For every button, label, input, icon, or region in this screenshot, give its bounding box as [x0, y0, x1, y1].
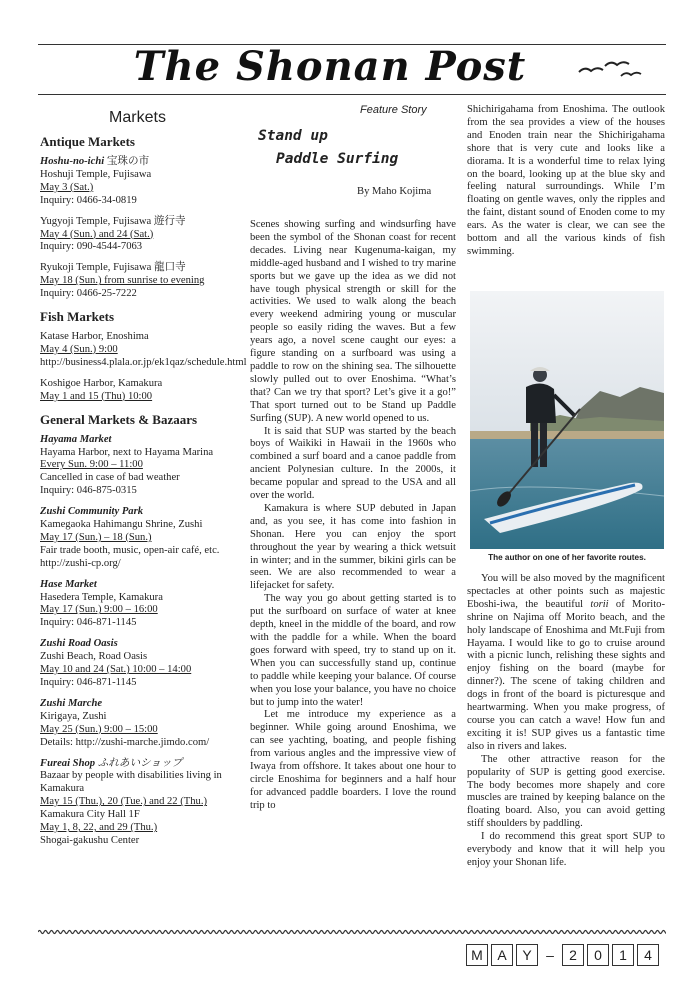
- market-entry: [40, 579, 235, 631]
- market-entry: [40, 216, 235, 255]
- market-entry-line: [40, 579, 235, 592]
- date-char-box: 4: [637, 944, 659, 966]
- date-separator: –: [546, 947, 554, 963]
- story-paragraph: Kamakura is where SUP debuted in Japan and, as you see, it has come into fashion in Shonan. Here you can enjoy the sport throughout the year by wearing a thick wetsuit in winter; and in the summer, bikini girls can be seen. We are also recommended to wear a lifejacket for safety.: [250, 502, 456, 592]
- market-entry: [40, 638, 235, 690]
- market-entry: [40, 378, 235, 404]
- market-entry-line: [40, 698, 235, 711]
- market-entry-line: Koshigoe Harbor, Kamakura: [40, 377, 163, 389]
- market-name-japanese: ふれあいショップ: [95, 757, 183, 769]
- market-entry-line: Inquiry: 0466-25-7222: [40, 288, 137, 300]
- market-entry-line: [40, 758, 235, 771]
- issue-date: [466, 943, 659, 967]
- market-entry: [40, 156, 235, 208]
- market-entry-line: Details: http://zushi-marche.jimdo.com/: [40, 736, 210, 748]
- story-column-right-bottom: [467, 573, 665, 870]
- story-paragraph: Let me introduce my experience as a beginner. While going around Enoshima, we can see yachting, boating, and people fishing from various angles and the impressive view of Iwaya from offshore. It takes about one hour to circle Enoshima for beginners and a half hour for advanced paddle boarders. I love the round trip to: [250, 709, 456, 811]
- byline: By Maho Kojima: [357, 186, 432, 197]
- market-entry-line: [40, 506, 235, 519]
- market-name: Zushi Road Oasis: [40, 638, 118, 650]
- market-entry-line: Kamegaoka Hahimangu Shrine, Zushi: [40, 519, 203, 531]
- market-section-title: Fish Markets: [40, 309, 115, 325]
- market-date: May 15 (Thu.), 20 (Tue.) and 22 (Thu.): [40, 796, 208, 808]
- market-entry: [40, 262, 235, 301]
- market-date: May 4 (Sun.) 9:00: [40, 343, 118, 355]
- story-paragraph: It is said that SUP was started by the beach boys of Waikiki in Hawaii in the 1960s who combined a surf board and a canoe paddle from ancient Polynesian culture. In the 2000s, it became popular and spread to the USA and all over the world.: [250, 425, 456, 502]
- story-title-line2: Paddle Surfing: [276, 151, 399, 167]
- date-char-box: Y: [516, 944, 538, 966]
- market-entry-line: Cancelled in case of bad weather: [40, 472, 180, 484]
- market-date: May 17 (Sun.) 9:00 – 16:00: [40, 604, 158, 616]
- story-paragraph: The way you go about getting started is to put the surfboard on surface of water at knee depth, kneel in the middle of the board, and row with the paddle for a while. When the board goes forward with speed, try to stand up on it. When you can successfully stand up, continue to paddle while keeping your balance. Of course when you lose your balance, you have no choice but to jump into the water!: [250, 593, 456, 708]
- market-entry-line: Inquiry: 046-871-1145: [40, 677, 137, 688]
- market-entry: [40, 506, 235, 571]
- story-paragraph: Scenes showing surfing and windsurfing have been the symbol of the Shonan coast for recent decades. Living near Kugenuma-kaigan, my middle-aged husband and I wished to try marine sports but we gave up the idea as we did not have tough physical strength or skill for the activities. We used to walk along the beach every weekend admiring young or muscular people so easily riding the waves. But a few years ago, a novel scene caught our eyes: a figure standing on a surfboard was using a paddle to row on the shining sea. The silhouette slowly pulled out to over Enoshima. “What’s that? Can we try that sport? Let’s give it a go!” That sport turned out to be Stand up Paddle Surfing (SUP). A new world opened to us.: [250, 219, 456, 424]
- market-entry: [40, 698, 235, 750]
- market-entry-line: [40, 156, 235, 169]
- market-date: May 1 and 15 (Thu) 10:00: [40, 390, 153, 402]
- date-char-box: 2: [562, 944, 584, 966]
- market-entry-line: Inquiry: 0466-34-0819: [40, 194, 137, 206]
- market-section-title: Antique Markets: [40, 134, 135, 149]
- market-name: Hayama Market: [40, 433, 112, 445]
- market-date: May 17 (Sun.) – 18 (Sun.): [40, 531, 152, 543]
- masthead-rule: [38, 94, 666, 95]
- market-date: May 3 (Sat.): [40, 181, 94, 193]
- market-name: Zushi Marche: [40, 697, 103, 709]
- markets-heading: Markets: [109, 109, 166, 126]
- masthead-title: The Shonan Post: [133, 43, 527, 90]
- date-char-box: M: [466, 944, 488, 966]
- text-run: You will be also moved by the magnificent spectacles at other points such as majestic Eboshi-iwa, the beautiful: [467, 573, 665, 610]
- market-name: Zushi Community Park: [40, 506, 144, 518]
- market-entry-line: Bazaar by people with disabilities living in Kamakura: [40, 770, 222, 795]
- market-name: Hase Market: [40, 578, 97, 590]
- market-entry: [40, 758, 235, 848]
- market-entry-line: Yugyoji Temple, Fujisawa 遊行寺: [40, 215, 186, 227]
- date-char-box: 0: [587, 944, 609, 966]
- market-entry-line: Hasedera Temple, Kamakura: [40, 591, 163, 603]
- market-date: May 18 (Sun.) from sunrise to evening: [40, 275, 205, 287]
- market-entry: [40, 331, 247, 370]
- market-entry-line: Hoshuji Temple, Fujisawa: [40, 168, 152, 180]
- text-run-italic: torii: [590, 598, 609, 610]
- story-title: [258, 125, 458, 171]
- paddle-surfer-photo: [470, 291, 664, 549]
- market-entry-line: Kamakura City Hall 1F: [40, 809, 140, 821]
- market-entry-line: Katase Harbor, Enoshima: [40, 331, 149, 343]
- markets-sections: [40, 134, 247, 848]
- market-date: May 25 (Sun.) 9:00 – 15:00: [40, 723, 158, 735]
- market-date: Every Sun. 9:00 – 11:00: [40, 459, 143, 471]
- market-entry-line: http://business4.plala.or.jp/ek1qaz/schedule.html: [40, 356, 247, 368]
- story-column-middle: [250, 219, 456, 813]
- date-char-box: 1: [612, 944, 634, 966]
- market-entry-line: [40, 638, 235, 651]
- market-name: Hoshu-no-ichi: [40, 156, 105, 167]
- story-paragraph: [467, 573, 665, 754]
- market-date: May 4 (Sun.) and 24 (Sat.): [40, 228, 154, 240]
- story-column-right-top: Shichirigahama from Enoshima. The outlook from the sea provides a view of the houses and Enoden train near the Shichirigahama shore that is very cute and looks like a diorama. It is a wonderful time to relax lying on the board, looking up at the blue sky and feeling natural surroundings. While I’m floating on gentle waves, only the ripples and the faint, distant sound of Enoden come to my ears. As the water is clear, we can see the bottom and all the various kinds of fish swimming.: [467, 104, 665, 257]
- market-entry-line: Fair trade booth, music, open-air café, etc.: [40, 544, 220, 556]
- seagulls-icon: [575, 58, 645, 80]
- market-entry-line: Inquiry: 046-871-1145: [40, 617, 137, 629]
- market-entry-line: [40, 434, 235, 447]
- market-entry-line: Inquiry: 046-875-0315: [40, 485, 137, 497]
- text-run: of Morito-shrine on Najima off Morito beach, and the holy landscape of Enoshima and Mt.Fuji from Hayama. I would like to go to cruise around with a picnic lunch, relishing these sights and enjoy fishing on the board (maybe for dinner?). The scene of taking children and dogs in front of the board is picturesque and heartwarming. When you make progress, of course you can catch a wave! How fun and exciting it is! SUP gives us a fantastic time also in rivers and lakes.: [467, 598, 665, 752]
- market-entry-line: http://zushi-cp.org/: [40, 557, 121, 569]
- wavy-divider: [38, 928, 666, 936]
- market-entry-line: Hayama Harbor, next to Hayama Marina: [40, 446, 214, 458]
- market-entry-line: Kirigaya, Zushi: [40, 710, 107, 722]
- story-paragraph: I do recommend this great sport SUP to everybody and know that it will help you enjoy your Shonan life.: [467, 831, 665, 868]
- story-title-line1: Stand up: [258, 128, 328, 144]
- markets-column: [40, 108, 247, 856]
- market-name: Fureai Shop: [40, 757, 96, 769]
- market-name-japanese: 宝珠の市: [104, 156, 150, 167]
- photo-caption: The author on one of her favorite routes.: [488, 553, 646, 562]
- story-paragraph: The other attractive reason for the popularity of SUP is getting good exercise. The body becomes more shapely and core muscles are trained by keeping balance on the floating board. Also, you can avoid getting stiff shoulders by paddling.: [467, 753, 665, 830]
- market-entry: [40, 434, 235, 499]
- market-date: May 1, 8, 22, and 29 (Thu.): [40, 822, 158, 834]
- market-entry-line: Ryukoji Temple, Fujisawa 龍口寺: [40, 262, 186, 274]
- market-entry-line: Inquiry: 090-4544-7063: [40, 241, 143, 253]
- market-section-title: General Markets & Bazaars: [40, 411, 198, 427]
- market-entry-line: Zushi Beach, Road Oasis: [40, 651, 148, 663]
- feature-label: Feature Story: [360, 104, 427, 116]
- market-entry-line: Shogai-gakushu Center: [40, 834, 140, 846]
- date-char-box: A: [491, 944, 513, 966]
- market-date: May 10 and 24 (Sat.) 10:00 – 14:00: [40, 664, 192, 676]
